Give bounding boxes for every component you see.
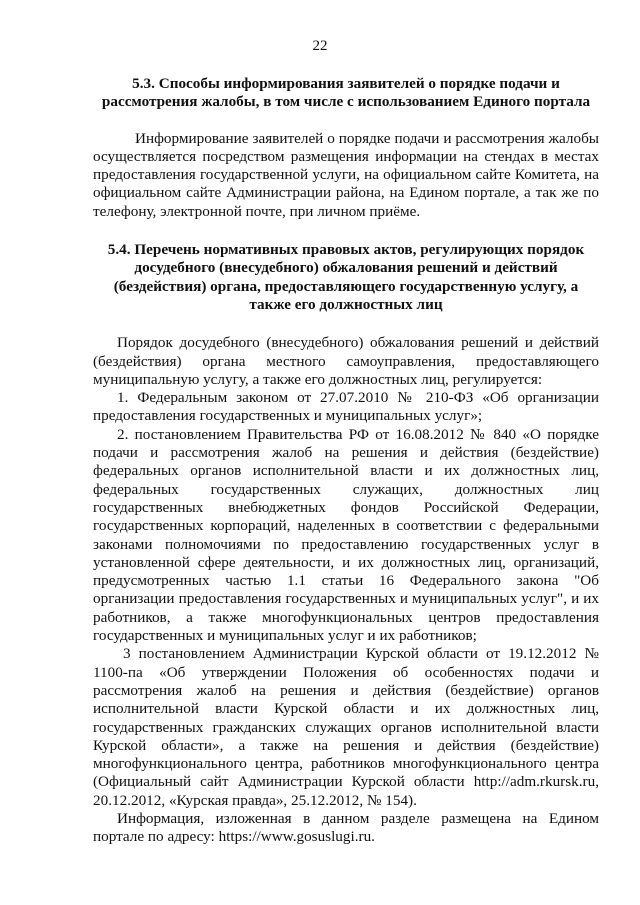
regulation-item-2: 2. постановлением Правительства РФ от 16.08.2012 № 840 «О порядке подачи и рассмотрения жалоб на решения и действия (бездействие) федеральных органов исполнительной власти и их должностных лиц, федеральных государственных служащих, должностных лиц государственных внебюджетных фондов Российской Федерации, государственных корпораций, наделенных в соответствии с федеральными законами полномочиями по предоставлению государственных услуг в установленной сфере деятельности, и их должностных лиц, организаций, предусмотренных частью 1.1 статьи 16 Федерального закона "Об организации предоставления государственных и муниципальных услуг", и их работников, а также многофункциональных центров предоставления государственных и муниципальных услуг и их работников;: [93, 425, 599, 645]
regulation-item-1: 1. Федеральным законом от 27.07.2010 № 210-ФЗ «Об организации предоставления государственных и муниципальных услуг»;: [93, 389, 599, 425]
page-number: 22: [312, 38, 328, 54]
section-5-4-intro: Порядок досудебного (внесудебного) обжалования решений и действий (бездействия) органа местного самоуправления, предоставляющего муниципальную услугу, а также его должностных лиц, регулируется:: [93, 334, 599, 388]
section-5-4-closing: Информация, изложенная в данном разделе размещена на Едином портале по адресу: https://www.gosuslugi.ru.: [93, 809, 599, 846]
regulation-item-3: 3 постановлением Администрации Курской области от 19.12.2012 № 1100-па «Об утверждении Положения об особенностях подачи и рассмотрения жалоб на решения и действия (бездействие) органов исполнительной власти Курской области и их должностных лиц, государственных гражданских служащих органов исполнительной власти Курской области», а также на решения и действия (бездействие) многофункционального центра, работников многофункционального центра (Официальный сайт Администрации Курской области http://adm.rkursk.ru, 20.12.2012, «Курская правда», 25.12.2012, № 154).: [93, 645, 599, 809]
page-content: [93, 75, 599, 847]
section-5-3-body: Информирование заявителей о порядке подачи и рассмотрения жалобы осуществляется посредством размещения информации на стендах в местах предоставления государственной услуги, на официальном сайте Комитета, на официальном сайте Администрации района, на Едином портале, а так же по телефону, электронной почте, при личном приёме.: [93, 129, 599, 220]
section-5-4: [93, 241, 599, 847]
section-5-3: [93, 75, 599, 221]
section-5-4-title: 5.4. Перечень нормативных правовых актов, регулирующих порядок досудебного (внесудебного) обжалования решений и действий (бездействия) органа, предоставляющего государственную услугу, а также его должностных лиц: [107, 241, 585, 313]
section-5-3-title: 5.3. Способы информирования заявителей о порядке подачи и рассмотрения жалобы, в том числе с использованием Единого портала: [101, 75, 591, 111]
